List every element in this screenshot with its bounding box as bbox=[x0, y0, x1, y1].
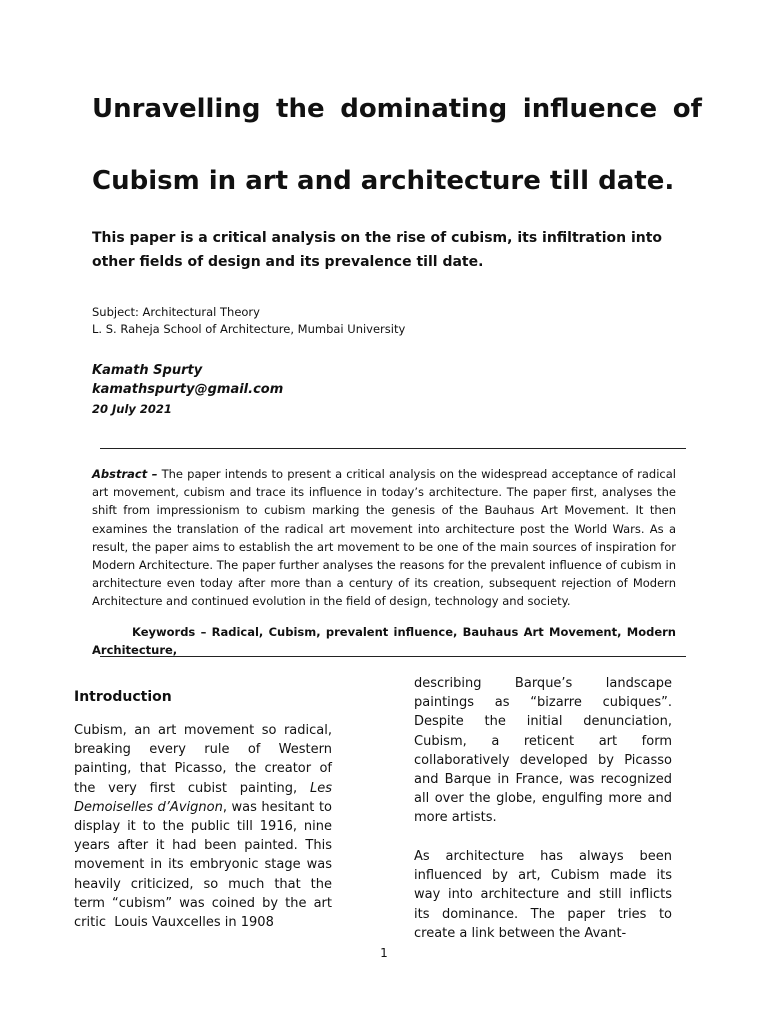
paper-title-line-2: Cubism in art and architecture till date. bbox=[92, 166, 675, 196]
intro-paragraph-left bbox=[74, 721, 332, 932]
intro-text: Cubism, an art movement so radical, breaking every rule of Western painting, that Picasso, the creator of the very first cubist painting, bbox=[74, 723, 332, 796]
divider-top bbox=[100, 448, 686, 449]
abstract-text: The paper intends to present a critical analysis on the widespread acceptance of radical art movement, cubism and trace its influence in today’s architecture. The paper first, analyses the shift from impressionism to cubism marking the genesis of the Bauhaus Art Movement. It then examines the translation of the radical art movement into architecture post the World Wars. As a result, the paper aims to establish the art movement to be one of the main sources of inspiration for Modern Architecture. The paper further analyses the reasons for the prevalent influence of cubism in architecture even today after more than a century of its creation, subsequent rejection of Modern Architecture and continued evolution in the field of design, technology and society. bbox=[92, 467, 676, 609]
painting-title: Les Demoiselles d’Avignon bbox=[74, 780, 332, 815]
title-word: influence bbox=[522, 94, 658, 124]
intro-text: , was hesitant to display it to the public till 1916, nine years after it had been painted. This movement in its embryonic stage was heavily criticized, so much that the term “cubism” was coined by the art critic Louis Vauxcelles in 1908 bbox=[74, 799, 332, 931]
school-line: L. S. Raheja School of Architecture, Mumbai University bbox=[92, 322, 406, 336]
title-word: Unravelling bbox=[92, 94, 261, 124]
keywords: Keywords – Radical, Cubism, prevalent influence, Bauhaus Art Movement, Modern Architecture, bbox=[92, 625, 676, 657]
intro-paragraph-right-2: As architecture has always been influenced by art, Cubism made its way into architecture and still inflicts its dominance. The paper tries to create a link between the Avant- bbox=[414, 849, 672, 941]
paper-subtitle: This paper is a critical analysis on the rise of cubism, its infiltration into other fields of design and its prevalence till date. bbox=[92, 230, 663, 270]
divider-bottom bbox=[100, 656, 686, 657]
title-word: dominating bbox=[340, 94, 508, 124]
page-number: 1 bbox=[380, 946, 388, 960]
abstract bbox=[92, 465, 676, 611]
title-word: of bbox=[672, 94, 702, 124]
publication-date: 20 July 2021 bbox=[92, 402, 172, 416]
subject-line: Subject: Architectural Theory bbox=[92, 305, 260, 319]
intro-paragraph-right-1: describing Barque’s landscape paintings as “bizarre cubiques”. Despite the initial denunciation, Cubism, a reticent art form collaboratively developed by Picasso and Barque in France, was recognized all over the globe, engulfing more and more artists. bbox=[414, 676, 672, 826]
title-word: the bbox=[276, 94, 325, 124]
author-email: kamathspurty@gmail.com bbox=[92, 382, 284, 397]
section-heading-introduction: Introduction bbox=[74, 689, 172, 705]
paper-title-line-1 bbox=[92, 94, 702, 124]
author-name: Kamath Spurty bbox=[92, 363, 203, 378]
abstract-label: Abstract – bbox=[92, 467, 158, 481]
